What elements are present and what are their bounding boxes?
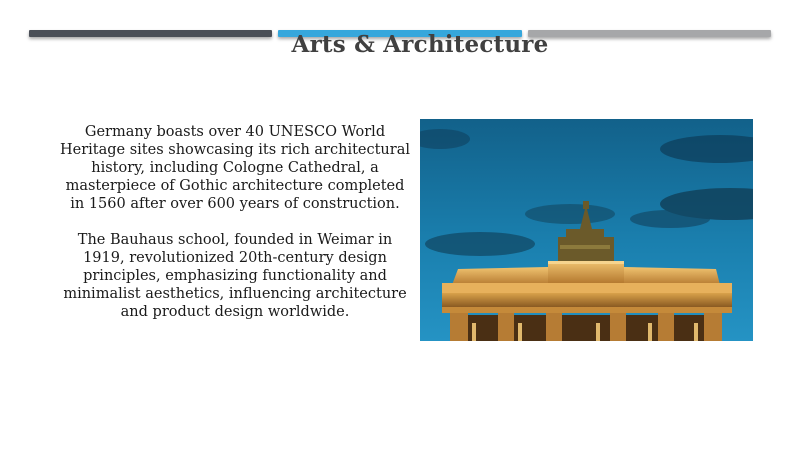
paragraph-unesco: Germany boasts over 40 UNESCO World Heritage sites showcasing its rich architectural history, including Cologne Cathedral, a masterpiece of Gothic architecture completed in 1560 after over 600 years of construction. [59, 124, 410, 212]
paragraph-bauhaus: The Bauhaus school, founded in Weimar in 1919, revolutionized 20th-century design principles, emphasizing functionality and minimalist aesthetics, influencing architecture and product design worldwide. [63, 232, 407, 320]
slide-body [57, 123, 413, 339]
brandenburg-gate-photo [420, 119, 753, 341]
slide-title: Arts & Architecture [291, 31, 549, 58]
